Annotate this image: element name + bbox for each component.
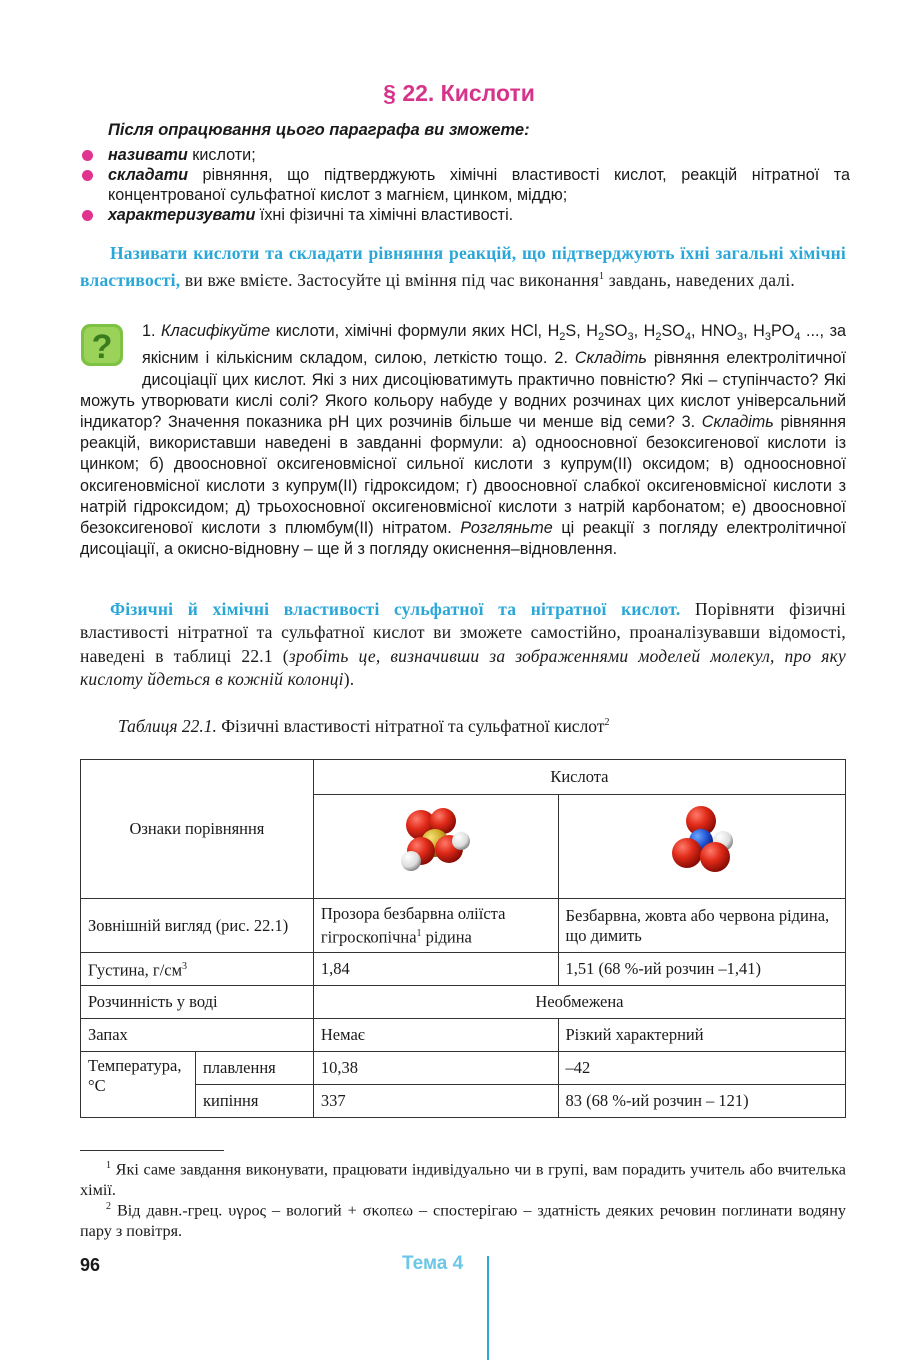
row-appearance-nitric: Безбарвна, жовта або червона рідина, що димить <box>558 899 846 953</box>
goal-item: складати рівняння, що підтверджують хімічні властивості кислот, реакцій нітратної та концентрованої сульфатної кислот з магнієм, цинком, міддю; <box>80 165 850 205</box>
row-melting-nitric: –42 <box>558 1052 846 1085</box>
table-caption: Таблиця 22.1. Фізичні властивості нітратної та сульфатної кислот$^2$ <box>118 716 610 736</box>
sulfuric-acid-model <box>313 795 558 899</box>
row-appearance-label: Зовнішній вигляд (рис. 22.1) <box>81 899 314 953</box>
row-smell-sulfuric: Немає <box>313 1019 558 1052</box>
sulfuric-acid-molecule-icon <box>391 799 481 889</box>
goal-item: називати кислоти; <box>80 145 850 165</box>
theme-label: Тема 4 <box>402 1253 464 1274</box>
footnote-1: $^1$ Які саме завдання виконувати, працювати індивідуально чи в групі, вам порадить учитель або вчителька хімії. <box>80 1160 846 1199</box>
footnote-divider <box>80 1150 224 1151</box>
nitric-acid-model <box>558 795 846 899</box>
criteria-header: Ознаки порівняння <box>81 760 314 899</box>
goal-item: характеризувати їхні фізичні та хімічні властивості. <box>80 205 850 225</box>
learning-intro: Після опрацювання цього параграфа ви зможете: <box>108 121 530 139</box>
row-temperature-label: Температура, °С <box>81 1052 196 1118</box>
bullet-icon <box>82 170 93 181</box>
row-solubility-label: Розчинність у воді <box>81 986 314 1019</box>
row-smell-label: Запах <box>81 1019 314 1052</box>
bullet-icon <box>82 210 93 221</box>
task-block: 1. Класифікуйте кислоти, хімічні формули яких HCl, $H_2S$, $H_2SO_3$, $H_2SO_4$, $HNO_3$, $H_3PO_4$ ..., за якісним і кількісним складом, силою, леткістю тощо. 2. Складіть рівняння електролітичної дисоціації цих кислот. Які з них дисоціюватимуть практично повністю? Які – ступінчасто? Які можуть утворювати кислі солі? Якого кольору набуде у водних розчинах цих кислот універсальний індикатор? Значення показника pH цих розчинів більше чи менше від семи? 3. Складіть рівняння реакцій, використавши наведені в завданні формули: а) одноосновної безоксигенової кислоти із цинком; б) двоосновної оксигеновмісної сильної кислоти з купрум(ІІ) оксидом; в) одноосновної оксигеновмісної кислоти з купрум(ІІ) гідроксидом; г) двоосновної слабкої оксигеновмісної кислоти з натрій гідроксидом; д) трьохосновної оксигеновмісної кислоти з натрій карбонатом; е) двоосновної безоксигенової кислоти з плюмбум(ІІ) нітратом. Розгляньте ці реакції з погляду електролітичної дисоціації, а окисно-відновну – ще й з погляду окиснення–відновлення. <box>80 322 846 559</box>
paragraph-properties: Фізичні й хімічні властивості сульфатної та нітратної кислот. Порівняти фізичні властивості нітратної та сульфатної кислот ви зможете самостійно, проаналізувавши відомості, наведені в таблиці 22.1 (зробіть це, визначивши за зображеннями моделей молекул, про яку кислоту йдеться в кожній колонці). <box>80 599 846 690</box>
learning-goals <box>80 145 850 225</box>
theme-divider <box>487 1256 489 1360</box>
row-density-label: Густина, $г/см^3$ <box>81 953 314 986</box>
bullet-icon <box>82 150 93 161</box>
svg-text:?: ? <box>91 328 113 366</box>
paragraph-intro: Називати кислоти та складати рівняння реакцій, що підтверджують їхні загальні хімічні властивості, ви вже вмієте. Застосуйте ці вміння під час виконання$^1$ завдань, наведених далі. <box>80 243 846 291</box>
row-appearance-sulfuric: Прозора безбарвна оліїста гігроскопічна$^1$ рідина <box>313 899 558 953</box>
row-boiling-sulfuric: 337 <box>313 1085 558 1118</box>
row-density-sulfuric: 1,84 <box>313 953 558 986</box>
row-boiling-label: кипіння <box>195 1085 313 1118</box>
page-number: 96 <box>80 1255 101 1275</box>
nitric-acid-molecule-icon <box>657 799 747 889</box>
row-boiling-nitric: 83 (68 %-ий розчин – 121) <box>558 1085 846 1118</box>
acid-header: Кислота <box>313 760 845 795</box>
row-solubility-value: Необмежена <box>313 986 845 1019</box>
page-title: § 22. Кислоти <box>383 80 535 106</box>
footnote-2: $^2$ Від давн.-грец. υγρος – вологий + σκοπεω – спостерігаю – здатність деяких речовин поглинати водяну пару з повітря. <box>80 1201 846 1240</box>
row-density-nitric: 1,51 (68 %-ий розчин –1,41) <box>558 953 846 986</box>
row-melting-sulfuric: 10,38 <box>313 1052 558 1085</box>
row-smell-nitric: Різкий характерний <box>558 1019 846 1052</box>
properties-table <box>80 759 846 1118</box>
row-melting-label: плавлення <box>195 1052 313 1085</box>
